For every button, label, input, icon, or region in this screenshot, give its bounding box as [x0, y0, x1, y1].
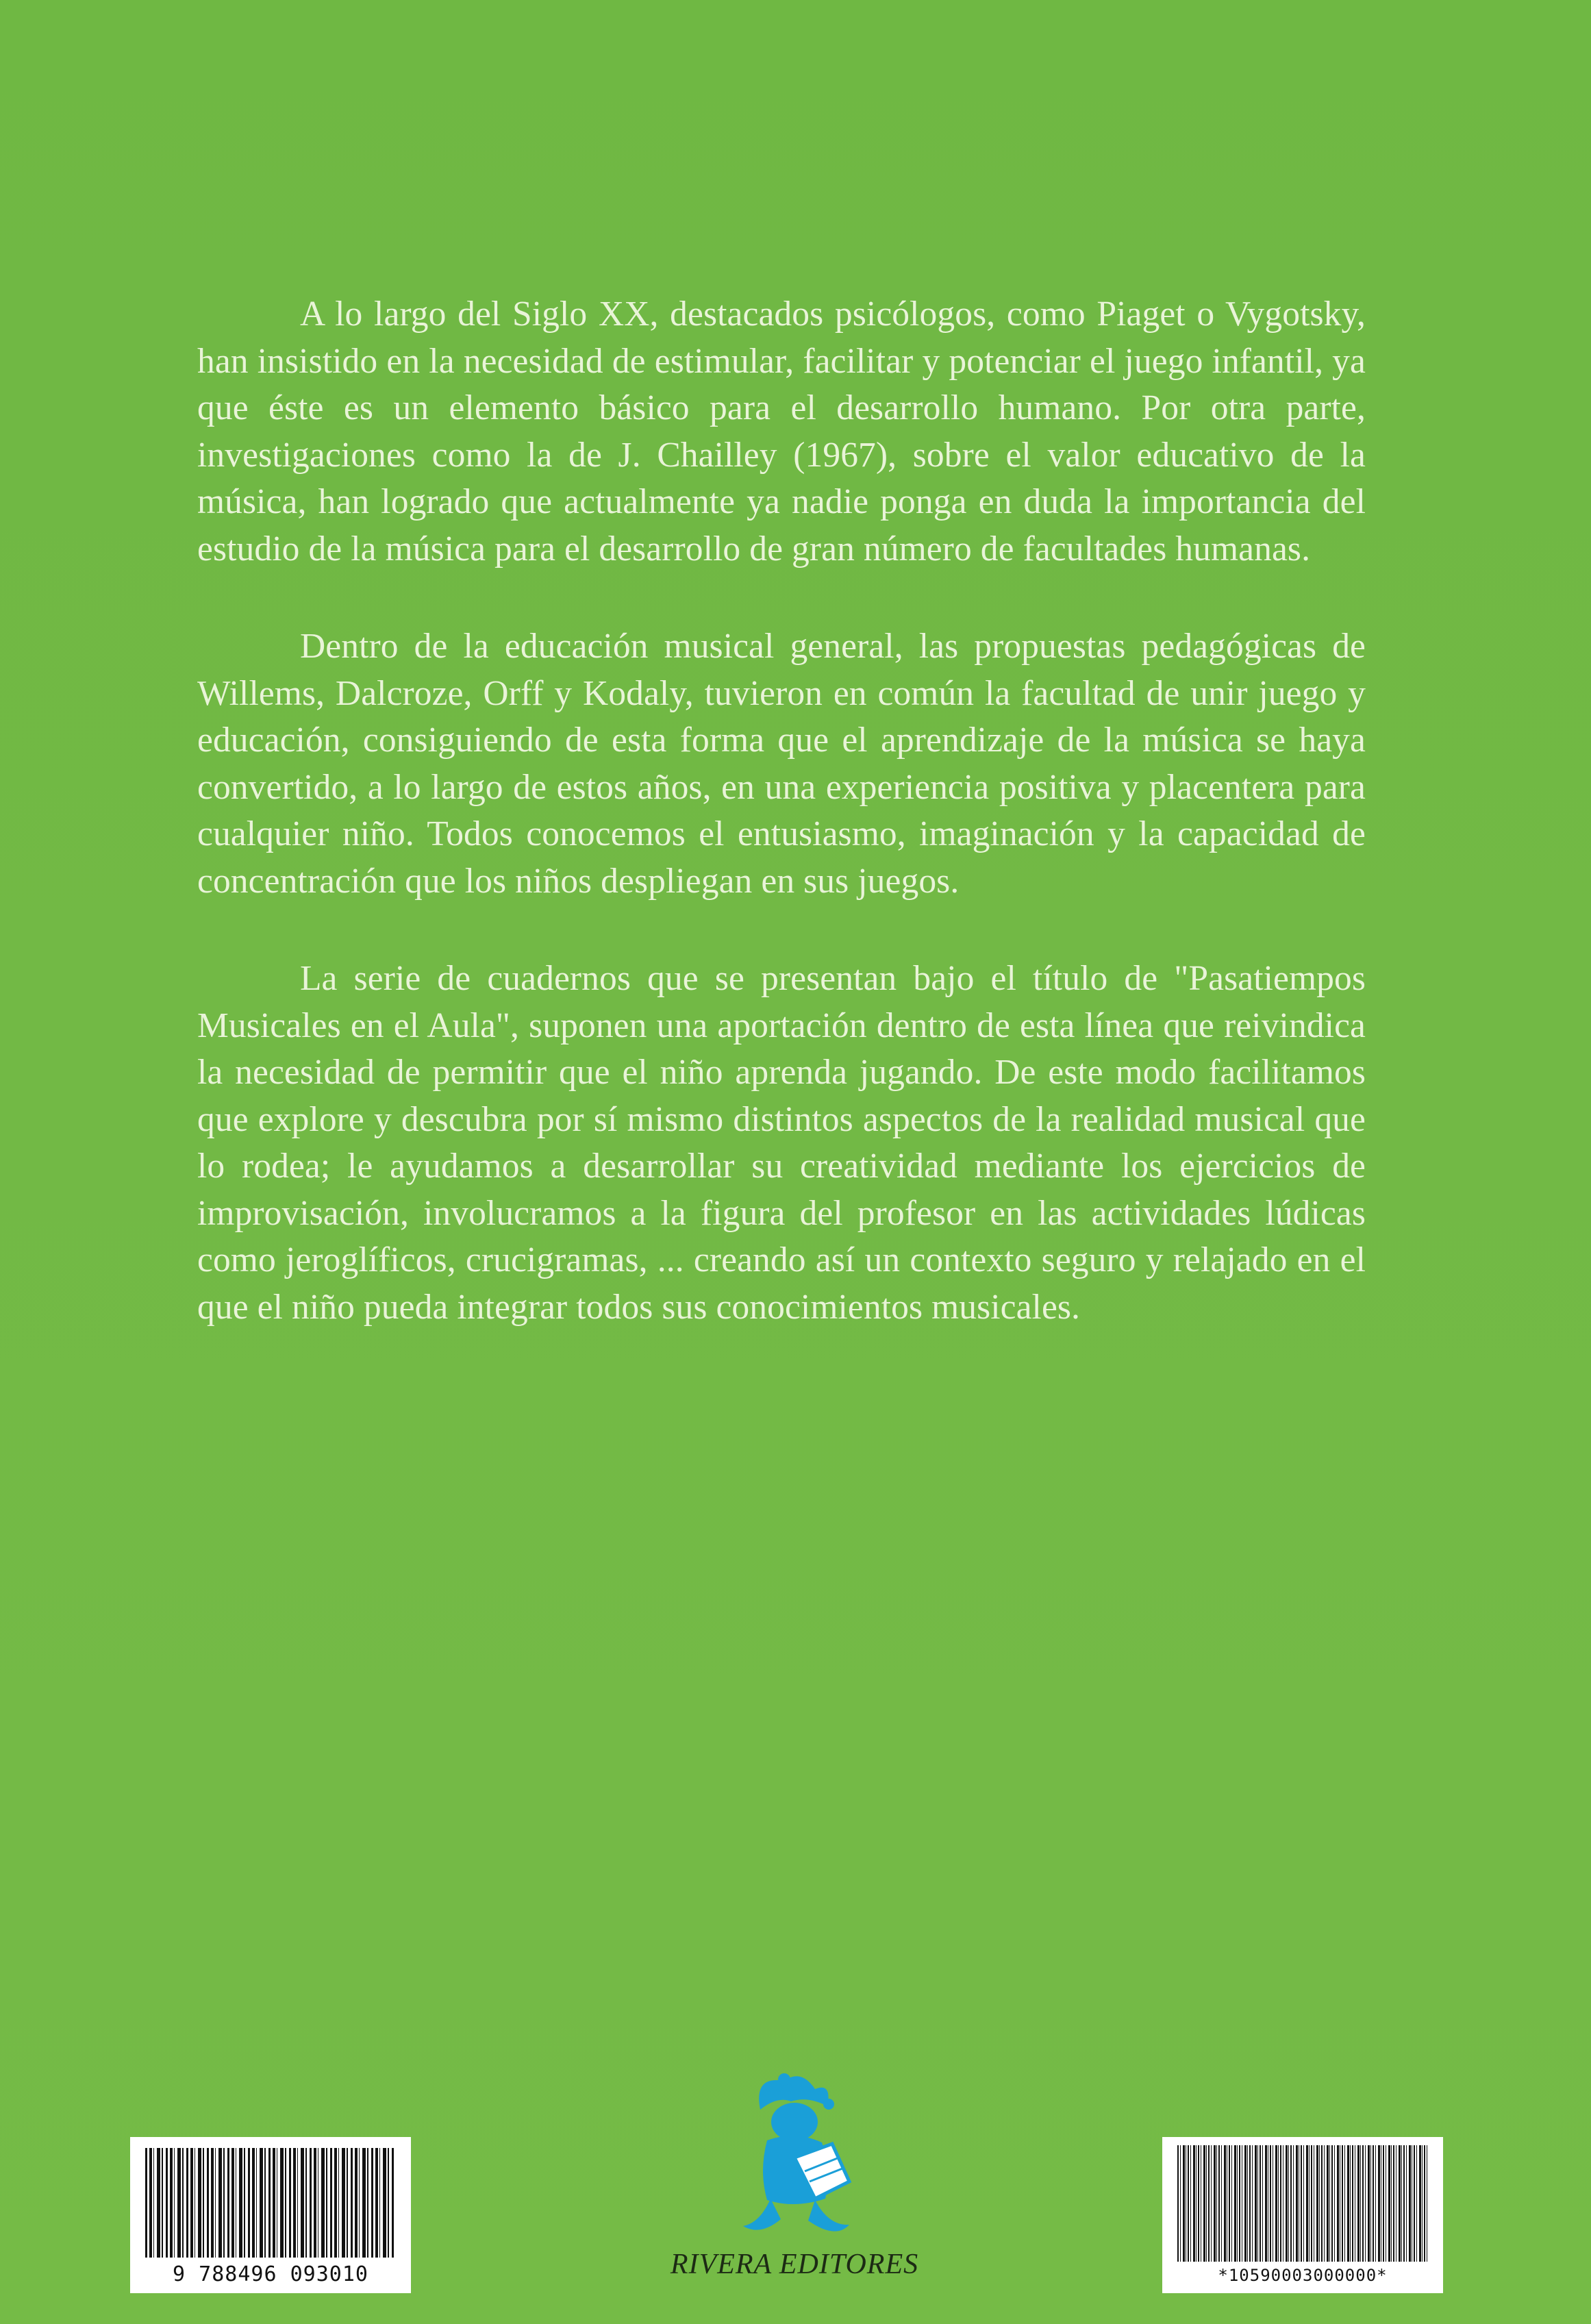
barcode-bars — [1177, 2145, 1428, 2262]
jester-reading-book-icon — [712, 2069, 877, 2247]
isbn-barcode — [130, 2137, 411, 2293]
secondary-barcode — [1162, 2137, 1443, 2293]
barcode-bars — [145, 2148, 396, 2258]
paragraph-1: A lo largo del Siglo XX, destacados psicólogos, como Piaget o Vygotsky, han insistido en la necesidad de estimular, facilitar y potenciar el juego infantil, ya que éste es un elemento básico para el desarrollo humano. Por otra parte, investigaciones como la de J. Chailley (1967), sobre el valor educativo de la música, han logrado que actualmente ya nadie ponga en duda la importancia del estudio de la música para el desarrollo de gran número de facultades humanas. — [197, 295, 1366, 568]
isbn-number: 9 788496 093010 — [173, 2262, 368, 2286]
description-text — [197, 291, 1366, 1382]
paragraph-3: La serie de cuadernos que se presentan bajo el título de "Pasatiempos Musicales en el Aula", suponen una aportación dentro de esta línea que reivindica la necesidad de permitir que el niño aprenda jugando. De este modo facilitamos que explore y descubra por sí mismo distintos aspectos de la realidad musical que lo rodea; le ayudamos a desarrollar su creatividad mediante los ejercicios de improvisación, involucramos a la figura del profesor en las actividades lúdicas como jeroglíficos, crucigramas, ... creando así un contexto seguro y relajado en el que el niño pueda integrar todos sus conocimientos musicales. — [197, 959, 1366, 1327]
secondary-number: *10590003000000* — [1218, 2266, 1388, 2285]
publisher-name: RIVERA EDITORES — [670, 2249, 919, 2280]
paragraph-2: Dentro de la educación musical general, las propuestas pedagógicas de Willems, Dalcroze, Orff y Kodaly, tuvieron en común la facultad de unir juego y educación, consiguiendo de esta forma que el aprendizaje de la música se haya convertido, a lo largo de estos años, en una experiencia positiva y placentera para cualquier niño. Todos conocemos el entusiasmo, imaginación y la capacidad de concentración que los niños despliegan en sus juegos. — [197, 627, 1366, 901]
publisher-logo — [644, 2069, 945, 2295]
